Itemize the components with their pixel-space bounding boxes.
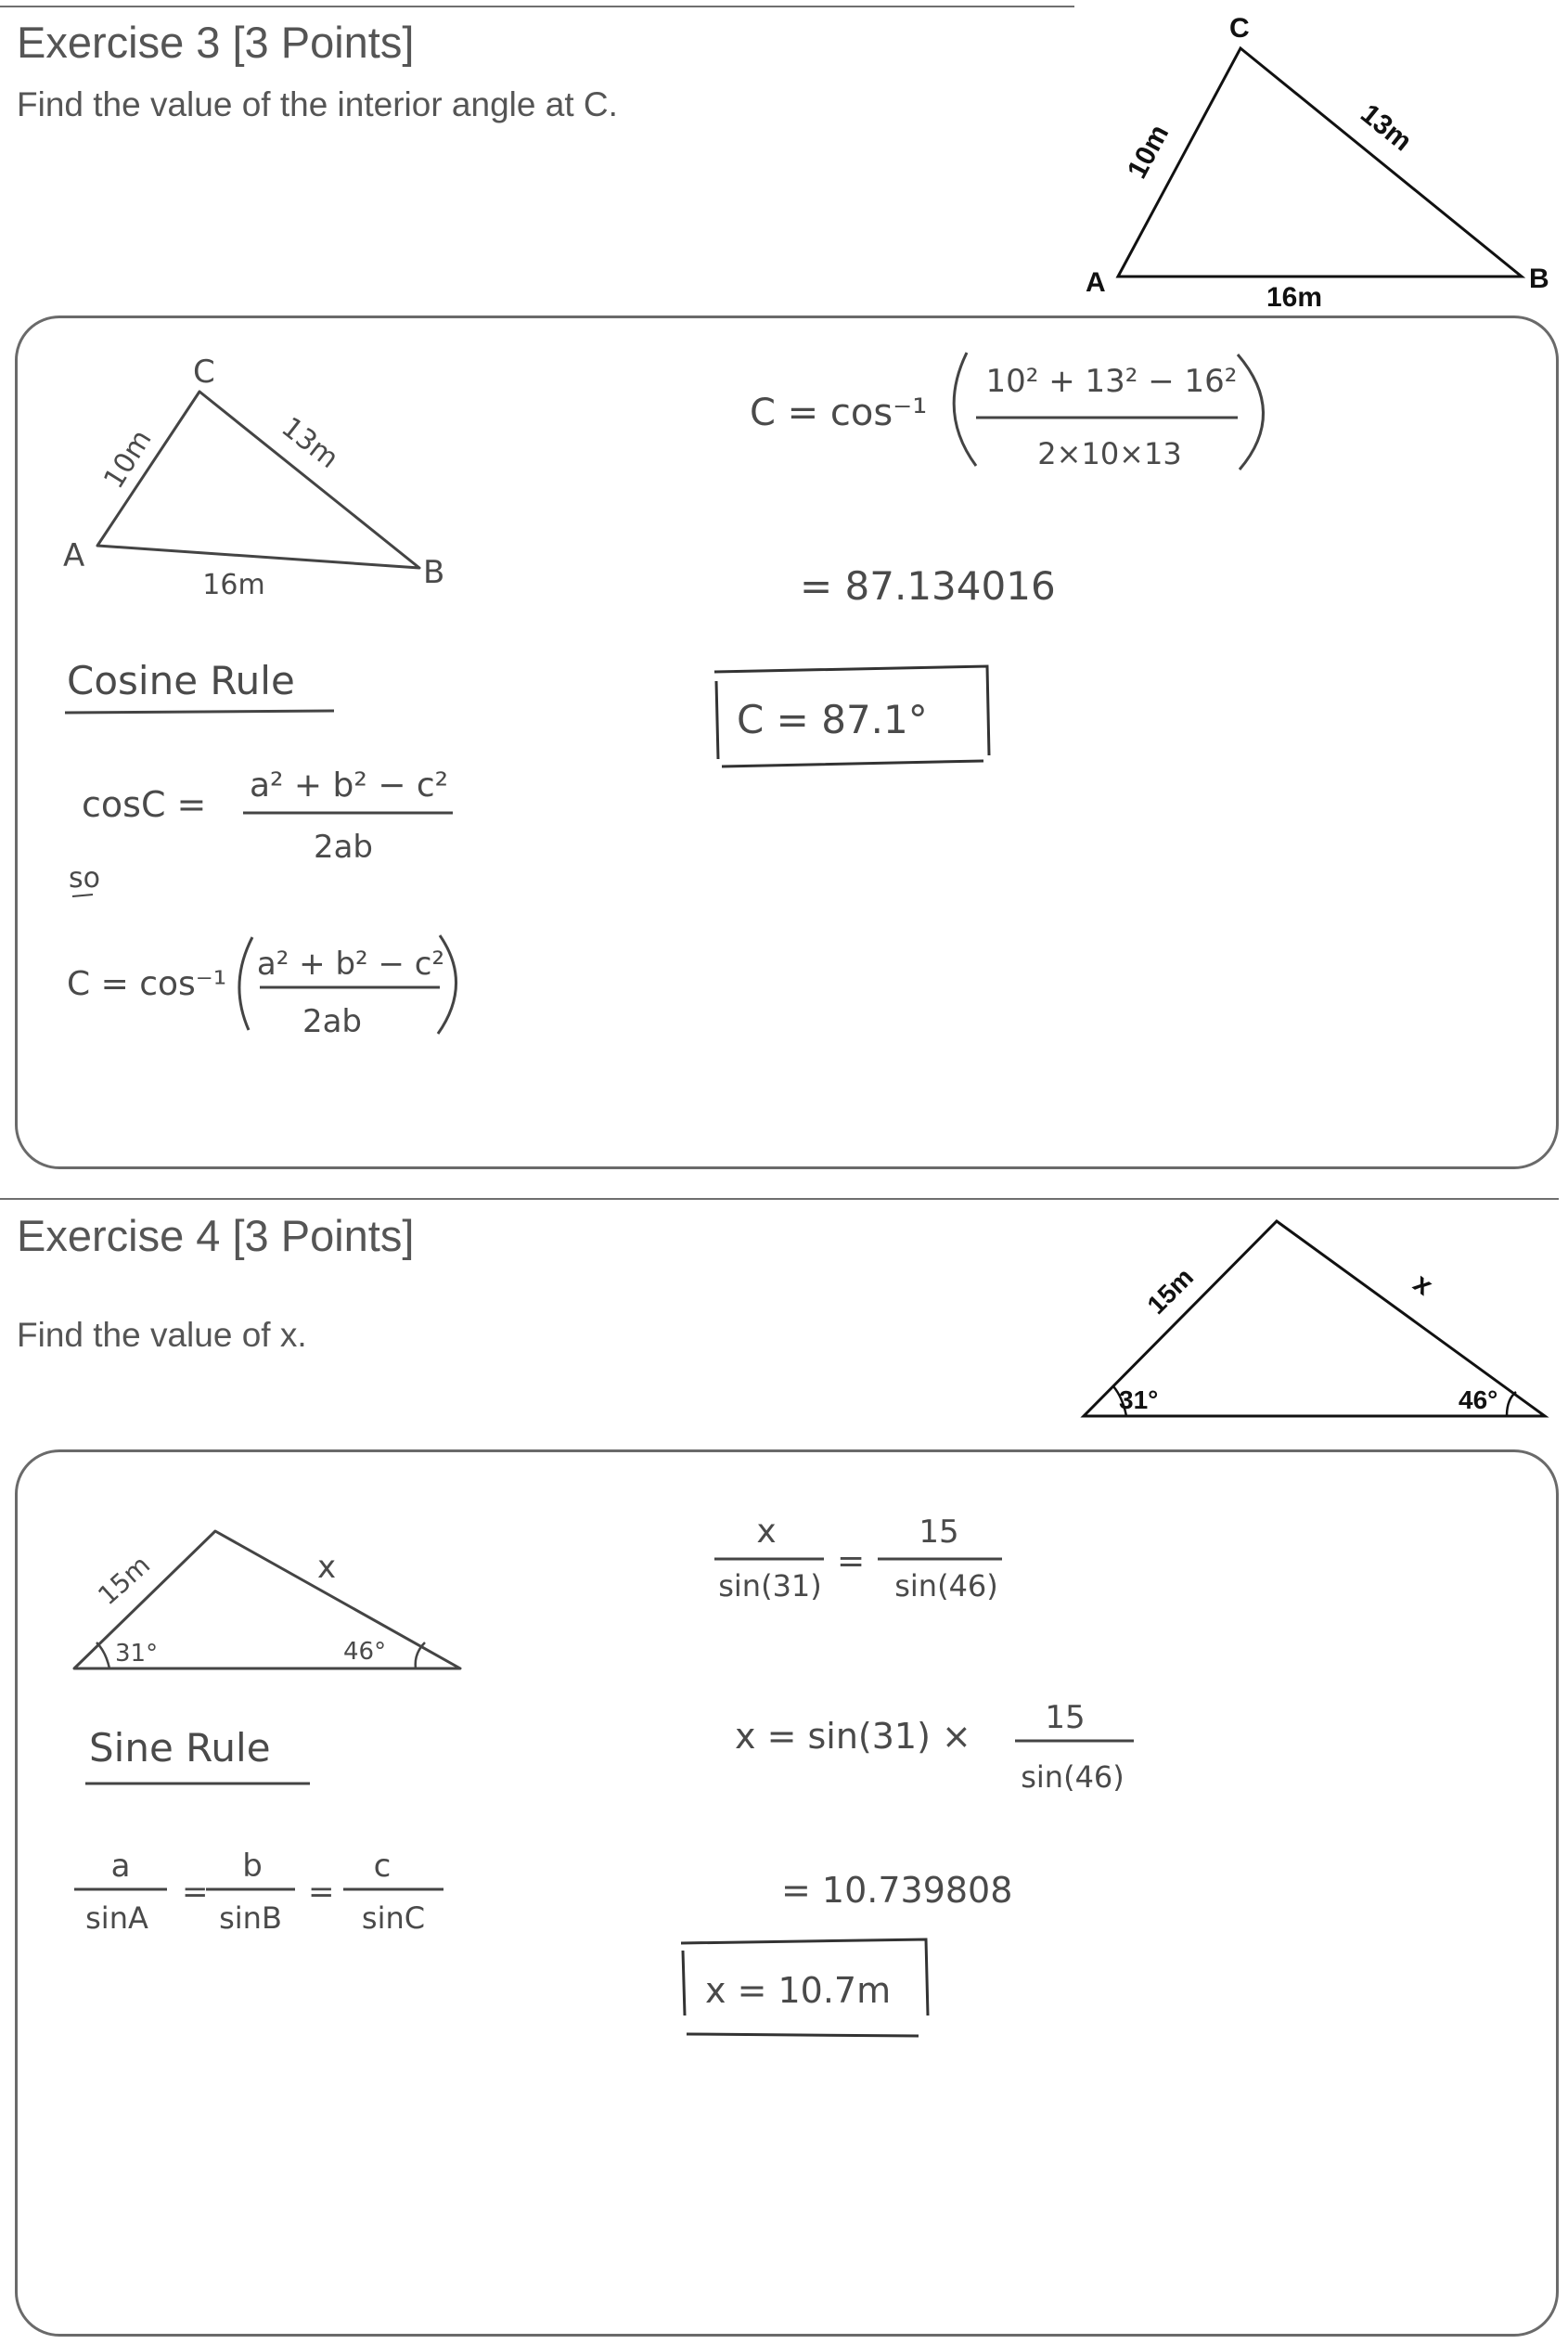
decimal-result-x: = 10.739808	[781, 1870, 1013, 1911]
exercise4-side-15m: 15m	[1141, 1262, 1200, 1320]
exercise3-prompt: Find the value of the interior angle at C.	[17, 85, 618, 123]
sketch3-side-cb: 13m	[275, 410, 345, 476]
exercise4-angle-31: 31°	[1119, 1385, 1159, 1414]
inverse-numerator: a² + b² − c²	[256, 946, 445, 983]
ratio-15: 15	[919, 1513, 959, 1551]
exercise4-prompt: Find the value of x.	[17, 1316, 307, 1354]
sine-rule-sinb: sinB	[219, 1900, 282, 1936]
exercise3-side-ab: 16m	[1266, 282, 1323, 313]
substitution-numerator: 10² + 13² − 16²	[985, 363, 1238, 400]
exercise3-side-ac: 10m	[1121, 120, 1176, 184]
sine-rule-b: b	[242, 1848, 263, 1885]
ratio-x: x	[756, 1513, 777, 1551]
exercise4-title: Exercise 4 [3 Points]	[17, 1211, 415, 1260]
inverse-denominator: 2ab	[302, 1003, 363, 1040]
sine-rule-sina: sinA	[85, 1900, 148, 1936]
sine-rule-sinc: sinC	[361, 1900, 426, 1936]
exercise4-angle-46: 46°	[1459, 1385, 1498, 1414]
sketch4-side-x: x	[316, 1549, 337, 1586]
sketch3-vertex-a: A	[63, 537, 85, 574]
exercise3-vertex-a: A	[1086, 267, 1106, 298]
cosine-rule-denominator: 2ab	[313, 829, 374, 866]
decimal-result: = 87.134016	[800, 563, 1056, 609]
sine-rule-eq2: =	[308, 1874, 335, 1911]
ratio-sin31: sin(31)	[718, 1568, 822, 1603]
sine-rule-a: a	[110, 1848, 131, 1885]
substitution-denominator: 2×10×13	[1037, 436, 1182, 471]
cosine-rule-numerator: a² + b² − c²	[249, 766, 449, 805]
so-text: so	[69, 862, 100, 895]
inverse-lhs: C = cos⁻¹	[67, 965, 227, 1003]
exercise3-title: Exercise 3 [3 Points]	[17, 18, 415, 67]
solve-15: 15	[1045, 1699, 1086, 1736]
exercise3-side-cb: 13m	[1355, 97, 1418, 158]
final-answer-c: C = 87.1°	[737, 697, 928, 742]
exercise3-vertex-c: C	[1229, 13, 1250, 44]
solve-lhs: x = sin(31) ×	[735, 1716, 971, 1757]
sketch4-side-15m: 15m	[92, 1549, 157, 1612]
cosine-rule-lhs: cosC =	[82, 784, 207, 825]
solve-sin46: sin(46)	[1021, 1759, 1125, 1795]
sketch3-vertex-c: C	[193, 354, 215, 391]
sketch3-vertex-b: B	[423, 554, 445, 591]
sketch4-angle-46: 46°	[343, 1638, 387, 1666]
ratio-equals: =	[837, 1542, 866, 1580]
sine-rule-heading: Sine Rule	[89, 1725, 271, 1771]
sketch3-side-ab: 16m	[202, 569, 265, 601]
ratio-sin46: sin(46)	[894, 1568, 998, 1603]
sketch3-side-ac: 10m	[97, 424, 159, 495]
exercise3-vertex-b: B	[1529, 264, 1549, 294]
sketch4-angle-31: 31°	[115, 1640, 159, 1668]
exercise4-side-x: x	[1407, 1268, 1439, 1302]
final-answer-x: x = 10.7m	[705, 1970, 892, 2011]
substitution-lhs: C = cos⁻¹	[750, 392, 928, 434]
cosine-rule-heading: Cosine Rule	[67, 658, 295, 703]
sine-rule-c: c	[373, 1848, 392, 1885]
sine-rule-eq1: =	[182, 1874, 209, 1911]
